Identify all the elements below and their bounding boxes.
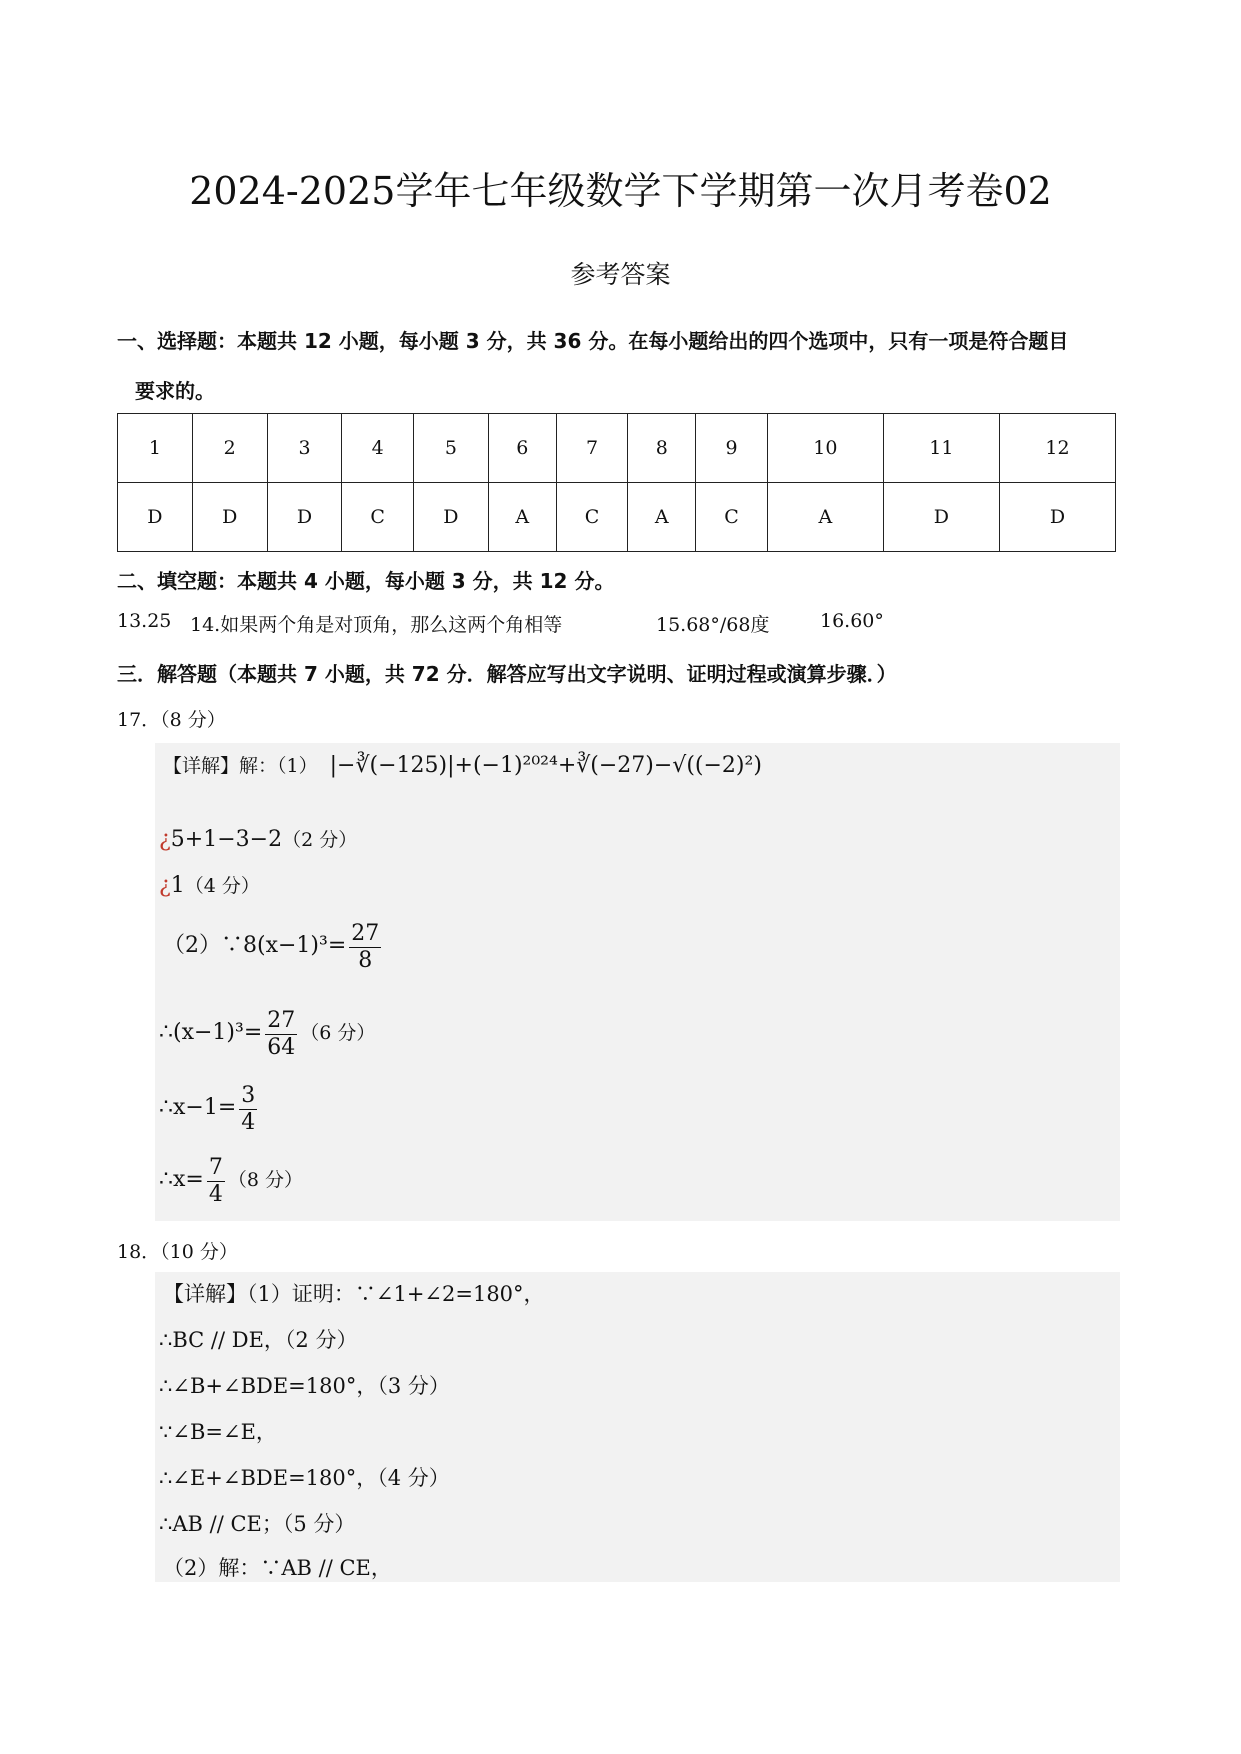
table-answer-cell: A bbox=[488, 483, 556, 552]
q17-part2-line2 bbox=[159, 1008, 375, 1061]
table-header-cell: 6 bbox=[488, 414, 556, 483]
q17-step1-expr: 5+1−3−2 bbox=[170, 827, 283, 852]
answer-table-answer-row bbox=[118, 483, 1116, 552]
page-subtitle: 参考答案 bbox=[570, 260, 671, 289]
section1-heading: 一、选择题：本题共 12 小题，每小题 3 分，共 36 分。在每小题给出的四个选项中，只有一项是符合题目 bbox=[117, 329, 1069, 353]
answer-15: 15.68°/68度 bbox=[656, 614, 770, 636]
table-answer-cell: D bbox=[118, 483, 193, 552]
section2-heading: 二、填空题：本题共 4 小题，每小题 3 分，共 12 分。 bbox=[117, 569, 615, 593]
fraction: $\frac{7}{4}$ bbox=[208, 1155, 223, 1207]
q17-step1-points: （2 分） bbox=[282, 829, 358, 851]
q17-line3-expr: ∴x−1= bbox=[159, 1095, 237, 1120]
q17-step2-expr: 1 bbox=[170, 873, 185, 898]
table-header-cell: 12 bbox=[999, 414, 1115, 483]
q17-step2-mark: ¿ bbox=[159, 873, 171, 898]
table-header-cell: 5 bbox=[414, 414, 489, 483]
answer-table bbox=[117, 413, 1116, 552]
table-answer-cell: D bbox=[414, 483, 489, 552]
q17-part2-line3 bbox=[159, 1083, 260, 1136]
section3-heading: 三．解答题（本题共 7 小题，共 72 分．解答应写出文字说明、证明过程或演算步骤．） bbox=[117, 662, 897, 686]
answer-table-header-row bbox=[118, 414, 1116, 483]
fraction: $\frac{3}{4}$ bbox=[241, 1083, 256, 1135]
section1-heading-cont: 要求的。 bbox=[135, 379, 215, 403]
q17-step2 bbox=[159, 871, 260, 898]
table-answer-cell: C bbox=[556, 483, 628, 552]
table-header-cell: 4 bbox=[342, 414, 414, 483]
answer-16: 16.60° bbox=[820, 610, 884, 632]
q18-solution-panel bbox=[155, 1272, 1120, 1582]
q17-line4-points: （8 分） bbox=[227, 1169, 303, 1191]
table-header-cell: 7 bbox=[556, 414, 628, 483]
q18-line7: （2）解：∵AB // CE， bbox=[163, 1556, 392, 1580]
table-answer-cell: C bbox=[696, 483, 768, 552]
fraction: $\frac{27}{8}$ bbox=[351, 921, 380, 973]
q17-part2-line1 bbox=[163, 921, 384, 974]
q17-part2-expr: （2）∵8(x−1)³= bbox=[163, 933, 347, 958]
q17-step1-mark: ¿ bbox=[159, 827, 171, 852]
q17-intro-text: 【详解】解：（1） bbox=[163, 755, 318, 777]
q17-intro bbox=[163, 751, 762, 778]
table-header-cell: 8 bbox=[628, 414, 696, 483]
page-title: 2024-2025学年七年级数学下学期第一次月考卷02 bbox=[189, 169, 1052, 213]
table-answer-cell: D bbox=[267, 483, 342, 552]
table-header-cell: 11 bbox=[883, 414, 999, 483]
q18-line6: ∴AB // CE；（5 分） bbox=[159, 1512, 356, 1536]
q17-expression: |−∛(−125)|+(−1)²⁰²⁴+∛(−27)−√((−2)²) bbox=[329, 753, 762, 778]
q18-line2: ∴BC // DE，（2 分） bbox=[159, 1328, 358, 1352]
table-answer-cell: D bbox=[883, 483, 999, 552]
table-header-cell: 2 bbox=[192, 414, 267, 483]
q17-line2-points: （6 分） bbox=[300, 1022, 376, 1044]
q17-label: 17．（8 分） bbox=[117, 709, 226, 731]
q17-line4-expr: ∴x= bbox=[159, 1167, 204, 1192]
table-header-cell: 1 bbox=[118, 414, 193, 483]
answer-13: 13.25 bbox=[117, 610, 172, 632]
table-answer-cell: D bbox=[999, 483, 1115, 552]
table-answer-cell: D bbox=[192, 483, 267, 552]
q18-line4: ∵∠B=∠E， bbox=[159, 1420, 277, 1444]
q18-label: 18．（10 分） bbox=[117, 1241, 238, 1263]
q18-line1: 【详解】（1）证明：∵∠1+∠2=180°， bbox=[163, 1282, 545, 1306]
table-answer-cell: C bbox=[342, 483, 414, 552]
q17-part2-line4 bbox=[159, 1155, 303, 1208]
table-answer-cell: A bbox=[628, 483, 696, 552]
q17-solution-panel bbox=[155, 743, 1120, 1221]
table-header-cell: 9 bbox=[696, 414, 768, 483]
fraction: $\frac{27}{64}$ bbox=[267, 1008, 296, 1060]
q18-line5: ∴∠E+∠BDE=180°，（4 分） bbox=[159, 1466, 450, 1490]
table-header-cell: 3 bbox=[267, 414, 342, 483]
table-answer-cell: A bbox=[767, 483, 883, 552]
q18-line3: ∴∠B+∠BDE=180°，（3 分） bbox=[159, 1374, 450, 1398]
answer-14: 14.如果两个角是对顶角，那么这两个角相等 bbox=[190, 614, 563, 636]
q17-step2-points: （4 分） bbox=[184, 875, 260, 897]
q17-step1 bbox=[159, 825, 357, 852]
table-header-cell: 10 bbox=[767, 414, 883, 483]
q17-line2-expr: ∴(x−1)³= bbox=[159, 1020, 263, 1045]
